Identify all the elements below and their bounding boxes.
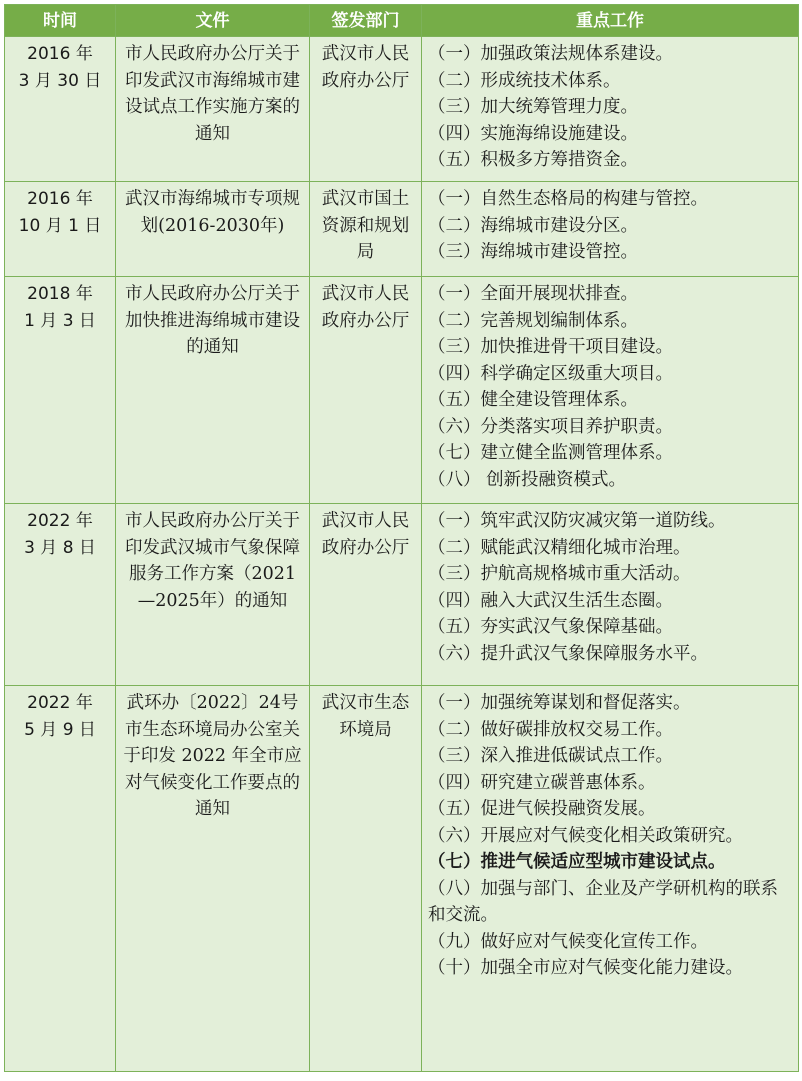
task-item: （五）健全建设管理体系。 <box>428 390 638 410</box>
task-item: （八）加强与部门、企业及产学研机构的联系和交流。 <box>428 878 778 925</box>
task-item: （四）研究建立碳普惠体系。 <box>428 772 656 793</box>
task-item: （二）海绵城市建设分区。 <box>428 215 638 236</box>
date-year: 2018 年 <box>27 284 93 304</box>
task-item: （四）科学确定区级重大项目。 <box>428 363 673 384</box>
header-tasks: 重点工作 <box>422 5 799 37</box>
task-item: （一）自然生态格局的构建与管控。 <box>428 189 708 209</box>
dept-cell: 武汉市国土资源和规划局 <box>310 182 422 277</box>
task-item: （四）融入大武汉生活生态圈。 <box>428 590 673 611</box>
date-cell <box>5 504 116 686</box>
file-cell: 市人民政府办公厅关于印发武汉市海绵城市建设试点工作实施方案的通知 <box>116 37 310 182</box>
date-cell <box>5 182 116 277</box>
task-item: （八） 创新投融资模式。 <box>428 469 627 490</box>
table-row <box>5 686 799 1072</box>
date-day: 10 月 1 日 <box>18 215 102 236</box>
file-cell: 市人民政府办公厅关于印发武汉城市气象保障服务工作方案（2021—2025年）的通知 <box>116 504 310 686</box>
task-item: （六）分类落实项目养护职责。 <box>428 416 673 437</box>
task-item: （四）实施海绵设施建设。 <box>428 123 638 144</box>
dept-cell: 武汉市人民政府办公厅 <box>310 37 422 182</box>
task-item: （五）积极多方筹措资金。 <box>428 150 638 170</box>
date-year: 2022 年 <box>27 511 93 531</box>
task-item: （五）促进气候投融资发展。 <box>428 799 656 819</box>
header-file: 文件 <box>116 5 310 37</box>
table-row <box>5 182 799 277</box>
date-cell <box>5 686 116 1072</box>
header-row <box>5 5 799 37</box>
table-row <box>5 504 799 686</box>
file-cell: 武汉市海绵城市专项规划(2016-2030年) <box>116 182 310 277</box>
tasks-cell <box>422 686 799 1072</box>
task-item: （十）加强全市应对气候变化能力建设。 <box>428 958 743 978</box>
tasks-cell <box>422 37 799 182</box>
task-item: （三）海绵城市建设管控。 <box>428 242 638 262</box>
task-item: （二）做好碳排放权交易工作。 <box>428 719 673 740</box>
task-item: （九）做好应对气候变化宣传工作。 <box>428 931 708 952</box>
task-item: （二）赋能武汉精细化城市治理。 <box>428 537 691 558</box>
task-item: （三）加大统筹管理力度。 <box>428 97 638 117</box>
task-item: （六）开展应对气候变化相关政策研究。 <box>428 825 743 846</box>
date-year: 2022 年 <box>27 693 93 713</box>
date-cell <box>5 277 116 504</box>
tasks-cell <box>422 277 799 504</box>
task-item: （一）筑牢武汉防灾减灾第一道防线。 <box>428 511 726 531</box>
header-dept: 签发部门 <box>310 5 422 37</box>
task-item: （二）形成统技术体系。 <box>428 70 621 91</box>
date-day: 3 月 8 日 <box>24 537 96 558</box>
task-item: （五）夯实武汉气象保障基础。 <box>428 617 673 637</box>
date-day: 5 月 9 日 <box>24 719 96 740</box>
task-item-highlighted: （七）推进气候适应型城市建设试点。 <box>428 852 726 872</box>
task-item: （三）护航高规格城市重大活动。 <box>428 564 691 584</box>
date-year: 2016 年 <box>27 189 93 209</box>
task-item: （一）全面开展现状排查。 <box>428 284 638 304</box>
task-item: （一）加强统筹谋划和督促落实。 <box>428 693 691 713</box>
dept-cell: 武汉市生态环境局 <box>310 686 422 1072</box>
tasks-cell <box>422 182 799 277</box>
file-cell: 武环办〔2022〕24号 市生态环境局办公室关于印发 2022 年全市应对气候变化工作要点的通知 <box>116 686 310 1072</box>
task-item: （六）提升武汉气象保障服务水平。 <box>428 643 708 664</box>
date-cell <box>5 37 116 182</box>
table-row <box>5 277 799 504</box>
table-row <box>5 37 799 182</box>
task-item: （三）深入推进低碳试点工作。 <box>428 746 673 766</box>
task-item: （二）完善规划编制体系。 <box>428 310 638 331</box>
task-item: （一）加强政策法规体系建设。 <box>428 44 673 64</box>
header-time: 时间 <box>5 5 116 37</box>
date-day: 1 月 3 日 <box>24 310 96 331</box>
dept-cell: 武汉市人民政府办公厅 <box>310 504 422 686</box>
policy-table <box>4 4 799 1072</box>
tasks-cell <box>422 504 799 686</box>
file-cell: 市人民政府办公厅关于加快推进海绵城市建设的通知 <box>116 277 310 504</box>
date-year: 2016 年 <box>27 44 93 64</box>
task-item: （七）建立健全监测管理体系。 <box>428 443 673 463</box>
task-item: （三）加快推进骨干项目建设。 <box>428 337 673 357</box>
dept-cell: 武汉市人民政府办公厅 <box>310 277 422 504</box>
date-day: 3 月 30 日 <box>18 70 102 91</box>
